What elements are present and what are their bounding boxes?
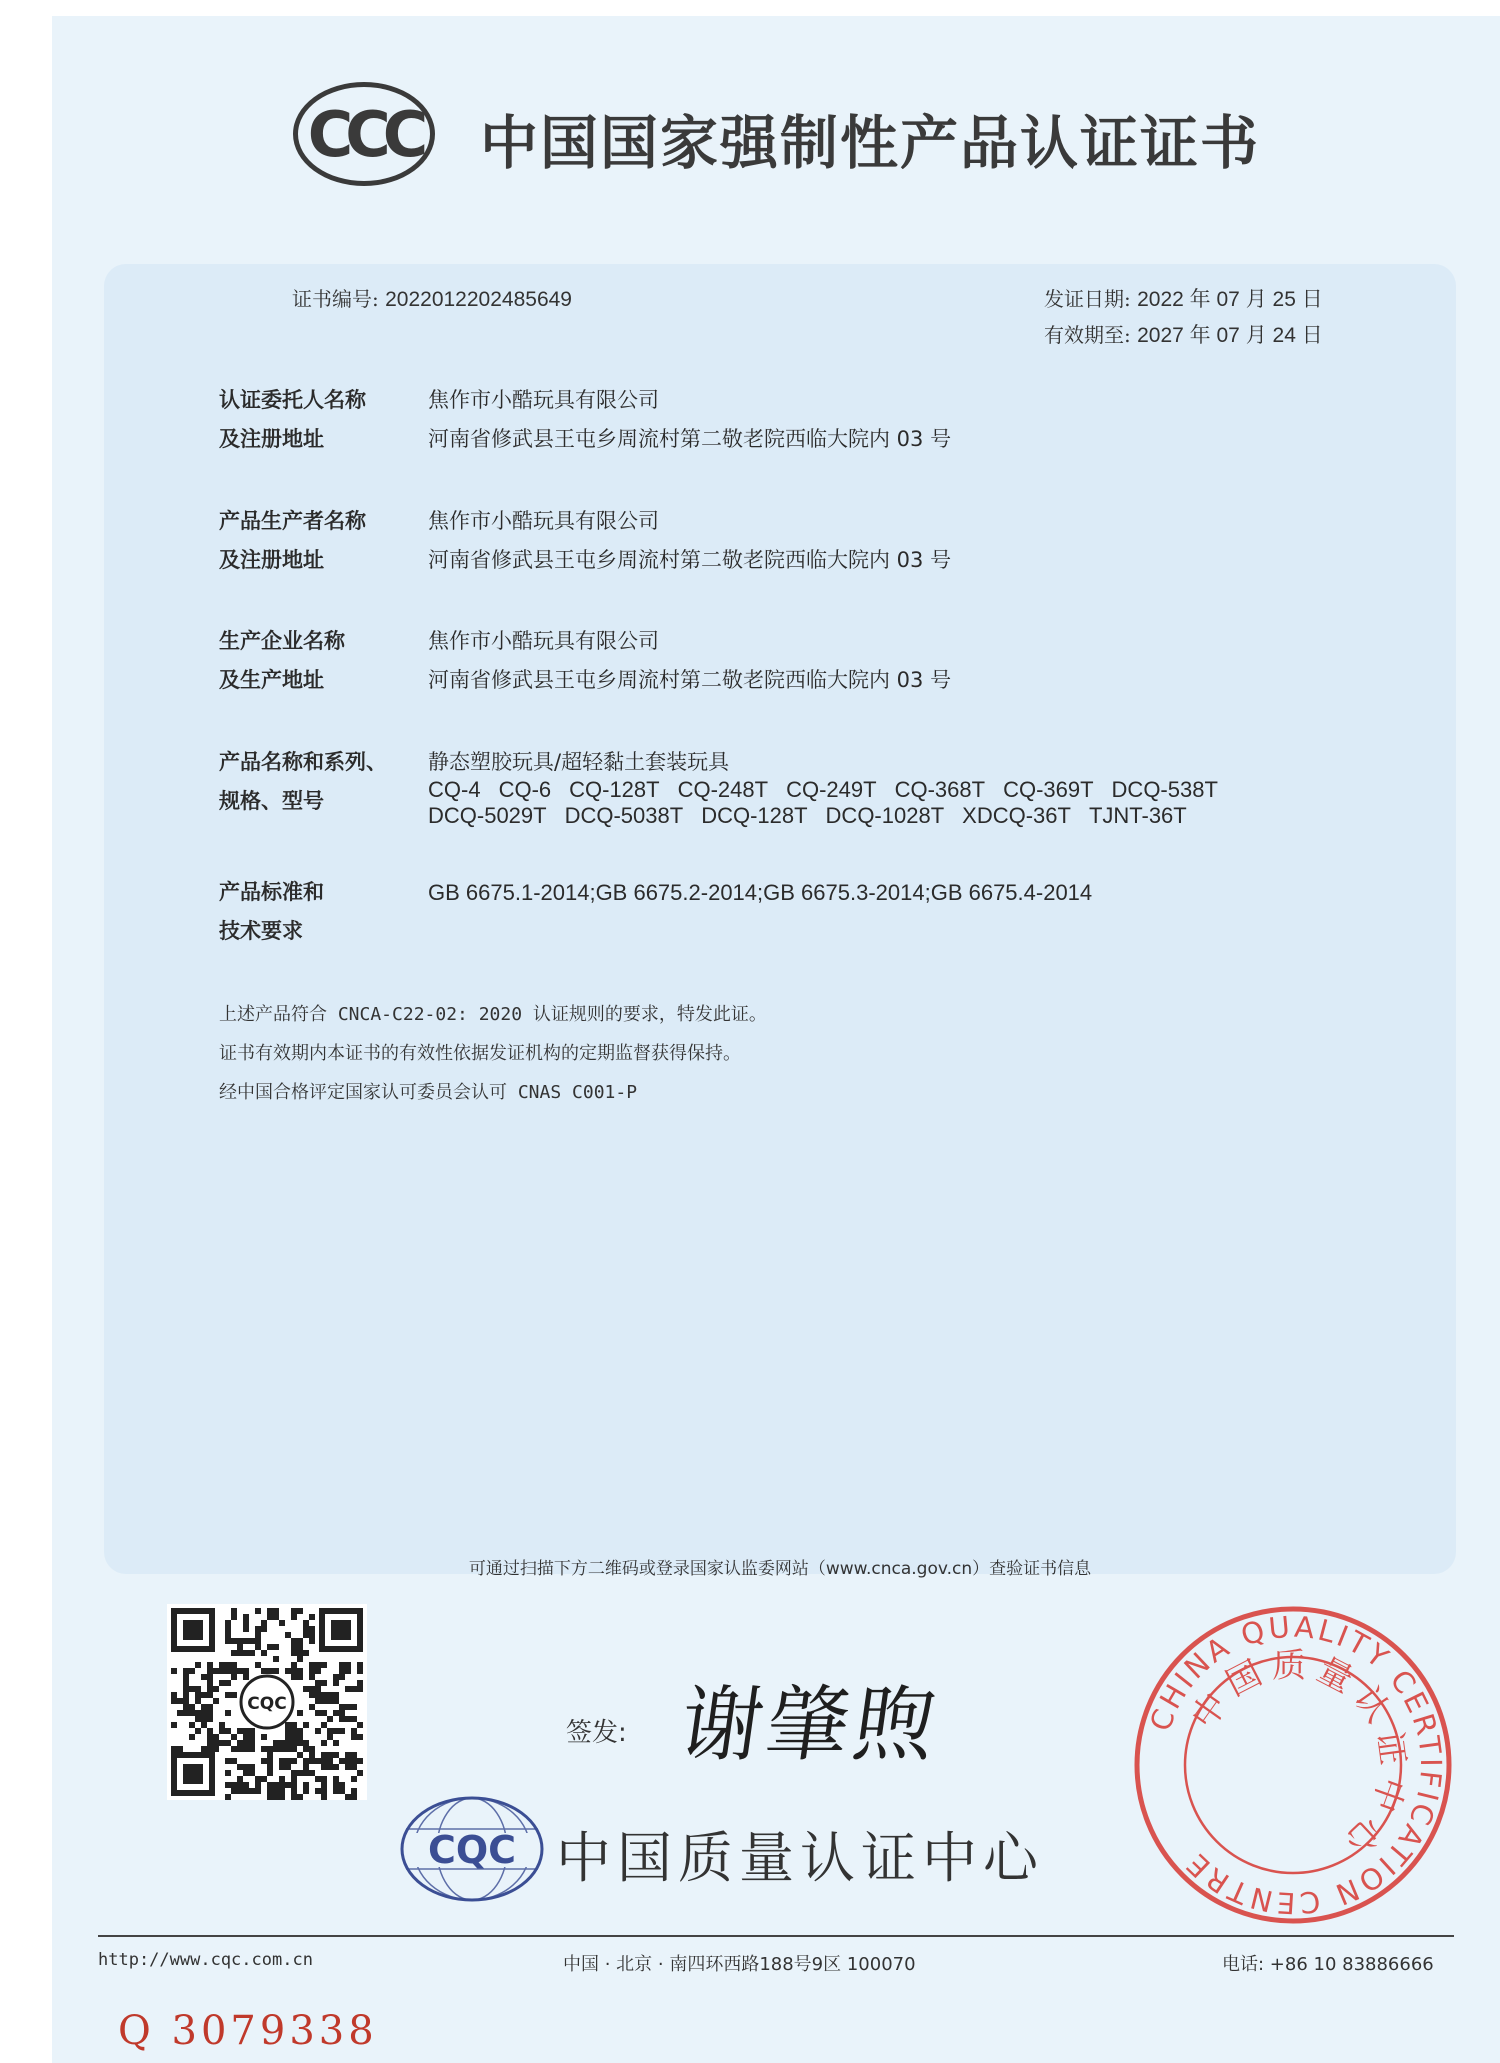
qr-code[interactable] [167, 1604, 367, 1800]
model-item: CQ-368T [894, 777, 986, 802]
statement-line: 证书有效期内本证书的有效性依据发证机构的定期监督获得保持。 [219, 1043, 741, 1064]
model-item: DCQ-5029T [428, 803, 547, 828]
manufacturer-name: 焦作市小酷玩具有限公司 [428, 509, 659, 533]
footer-phone: 电话: +86 10 83886666 [1222, 1954, 1434, 1975]
applicant-label-2: 及注册地址 [219, 427, 324, 451]
model-item: DCQ-1028T [825, 803, 945, 828]
serial-prefix: Q [118, 2008, 155, 2054]
applicant-name: 焦作市小酷玩具有限公司 [428, 388, 659, 412]
model-item: CQ-369T [1003, 777, 1094, 802]
cqc-logo-icon [398, 1794, 546, 1904]
model-item: TJNT-36T [1088, 803, 1187, 828]
issue-date-label: 发证日期: [1044, 287, 1131, 311]
manufacturer-address: 河南省修武县王屯乡周流村第二敬老院西临大院内 03 号 [428, 548, 952, 572]
statement-line: 上述产品符合 CNCA-C22-02: 2020 认证规则的要求，特发此证。 [219, 1004, 767, 1025]
factory-label-1: 生产企业名称 [219, 629, 345, 653]
serial-number [118, 2008, 378, 2054]
content-panel [104, 264, 1456, 1574]
model-item: DCQ-5038T [564, 803, 684, 828]
cert-number [292, 283, 572, 312]
footer-url[interactable]: http://www.cqc.com.cn [98, 1950, 313, 1970]
cert-number-label: 证书编号: [292, 287, 379, 311]
standards-label-2: 技术要求 [219, 919, 303, 943]
ccc-logo-text: CCC [307, 97, 421, 171]
issue-date-value: 2022 年 07 月 25 日 [1137, 288, 1323, 311]
models-line-2 [428, 803, 1205, 829]
cert-number-value: 2022012202485649 [385, 288, 572, 311]
standards-value: GB 6675.1-2014;GB 6675.2-2014;GB 6675.3-2014;GB 6675.4-2014 [428, 880, 1093, 905]
sign-label: 签发: [566, 1718, 627, 1748]
seal-outer-text: CHINA QUALITY CERTIFICATION CENTRE [1143, 1609, 1449, 1921]
model-item: CQ-6 [498, 777, 552, 802]
footer-address: 中国 · 北京 · 南四环西路188号9区 100070 [563, 1954, 916, 1975]
model-item: CQ-128T [569, 777, 660, 802]
certification-seal [1128, 1600, 1458, 1930]
applicant-label-1: 认证委托人名称 [219, 388, 366, 412]
serial-value: 3079338 [171, 2008, 378, 2054]
valid-date-value: 2027 年 07 月 24 日 [1137, 324, 1323, 347]
signature: 谢肇煦 [674, 1678, 946, 1773]
qr-code-icon [167, 1604, 367, 1800]
factory-label-2: 及生产地址 [219, 668, 324, 692]
standards-label-1: 产品标准和 [219, 880, 324, 904]
qr-center-text: CQC [247, 1694, 287, 1714]
factory-address: 河南省修武县王屯乡周流村第二敬老院西临大院内 03 号 [428, 668, 952, 692]
verify-note: 可通过扫描下方二维码或登录国家认监委网站（www.cnca.gov.cn）查验证书信息 [468, 1559, 1092, 1579]
product-label-2: 规格、型号 [219, 789, 324, 813]
valid-date-label: 有效期至: [1044, 323, 1131, 347]
applicant-address: 河南省修武县王屯乡周流村第二敬老院西临大院内 03 号 [428, 427, 952, 451]
issue-date [1044, 283, 1323, 313]
model-item: CQ-4 [428, 777, 481, 802]
product-label-1: 产品名称和系列、 [219, 750, 387, 774]
statement-line: 经中国合格评定国家认可委员会认可 CNAS C001-P [219, 1082, 638, 1103]
model-item: XDCQ-36T [962, 803, 1071, 828]
model-item: CQ-248T [677, 777, 769, 802]
model-item: DCQ-128T [701, 803, 808, 828]
models-line-1 [428, 777, 1236, 803]
ccc-logo-icon [293, 82, 435, 186]
manufacturer-label-2: 及注册地址 [219, 548, 324, 572]
footer-divider [98, 1935, 1454, 1937]
seal-inner-text: 中国质量认证中心 [1183, 1645, 1414, 1867]
cqc-logo-text: CQC [427, 1828, 517, 1872]
manufacturer-label-1: 产品生产者名称 [219, 509, 366, 533]
factory-name: 焦作市小酷玩具有限公司 [428, 629, 659, 653]
valid-date [1044, 319, 1323, 349]
model-item: DCQ-538T [1111, 777, 1218, 802]
product-name: 静态塑胶玩具/超轻黏土套装玩具 [428, 750, 730, 774]
org-name: 中国质量认证中心 [556, 1826, 1045, 1890]
page-title: 中国国家强制性产品认证证书 [480, 109, 1261, 177]
model-item: CQ-249T [786, 777, 877, 802]
